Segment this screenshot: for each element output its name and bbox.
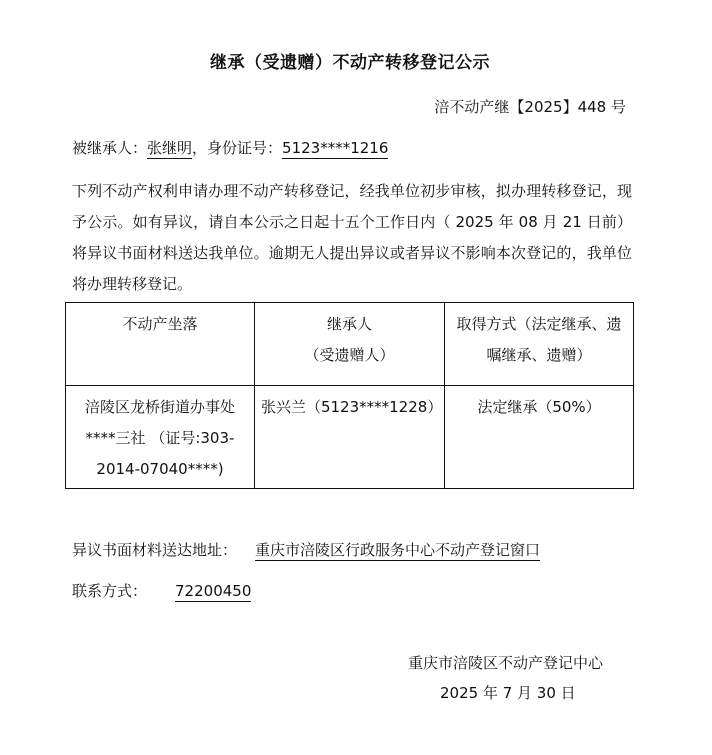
header-heir-line1: 继承人 — [326, 315, 372, 333]
header-heir-line2: （受遗赠人） — [304, 346, 395, 364]
document-number: 涪不动产继【2025】448 号 — [434, 98, 626, 116]
id-label: ，身份证号： — [192, 139, 283, 157]
cell-heir: 张兴兰（5123****1228） — [254, 386, 444, 489]
cell-method: 法定继承（50%） — [445, 386, 634, 489]
deceased-id-number: 5123****1216 — [282, 139, 389, 157]
objection-address-line — [72, 539, 540, 560]
issue-date: 2025 年 7 月 30 日 — [440, 684, 576, 702]
header-acquisition-method: 取得方式（法定继承、遗嘱继承、遗赠） — [445, 303, 634, 386]
table-row — [66, 386, 634, 489]
contact-label: 联系方式： — [72, 582, 148, 600]
header-heir — [254, 303, 444, 386]
deceased-name: 张继明 — [147, 139, 193, 157]
cell-location: 涪陵区龙桥街道办事处****三社 （证号:303-2014-07040****) — [66, 386, 255, 489]
issuing-organization: 重庆市涪陵区不动产登记中心 — [408, 654, 604, 672]
notice-body: 下列不动产权利申请办理不动产转移登记，经我单位初步审核，拟办理转移登记，现予公示。如有异议，请自本公示之日起十五个工作日内（ 2025 年 08 月 21 日前）将异议书面材料送达我单位。逾期无人提出异议或者异议不影响本次登记的，我单位将办理转移登记。 — [72, 182, 632, 293]
header-location: 不动产坐落 — [66, 303, 255, 386]
notice-title: 继承（受遗赠）不动产转移登记公示 — [210, 53, 490, 73]
deceased-info — [72, 137, 388, 158]
property-table — [65, 302, 634, 489]
deceased-label: 被继承人： — [72, 139, 148, 157]
objection-address-label: 异议书面材料送达地址： — [72, 541, 238, 559]
objection-address: 重庆市涪陵区行政服务中心不动产登记窗口 — [255, 541, 541, 559]
table-header-row — [66, 303, 634, 386]
contact-line — [72, 580, 251, 601]
contact-phone: 72200450 — [175, 582, 252, 600]
